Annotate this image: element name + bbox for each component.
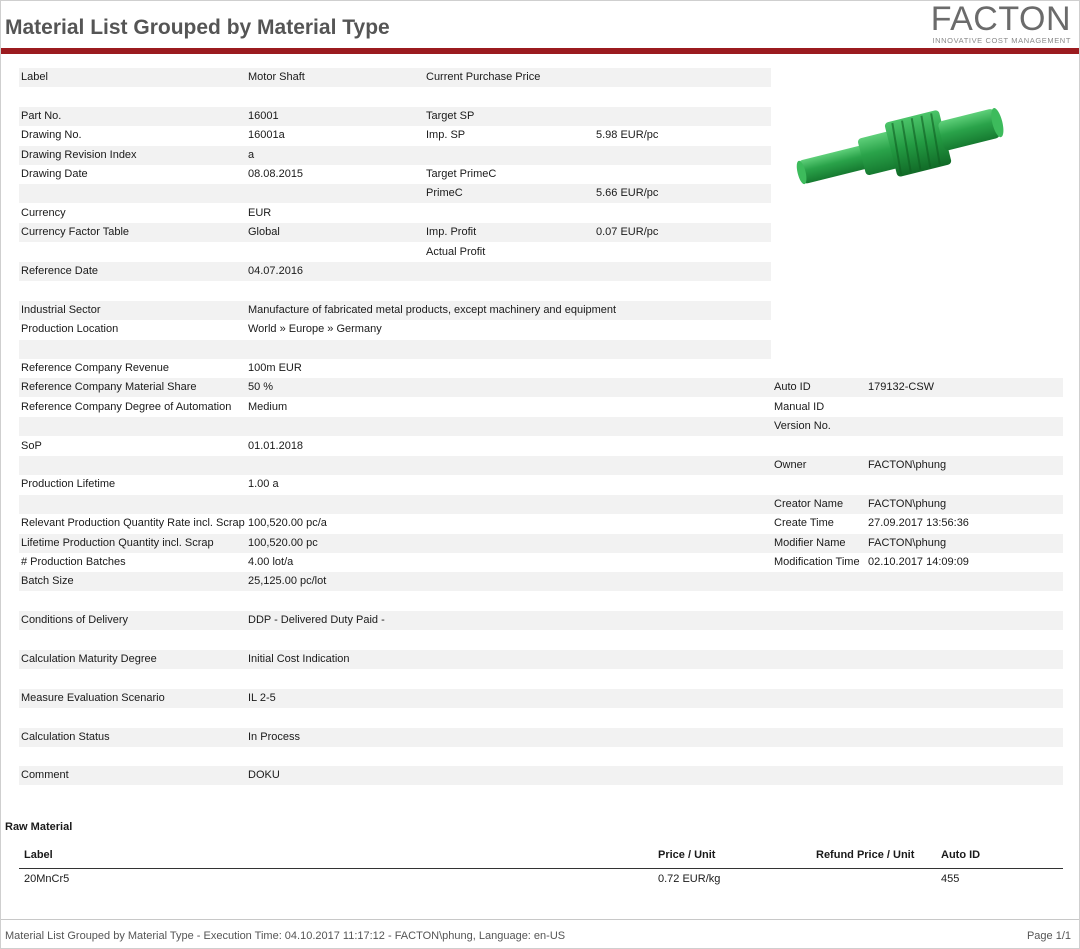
info-cell-c1: Conditions of Delivery [21,614,128,627]
info-cell-c1: Reference Company Revenue [21,362,169,374]
info-cell-c1: Lifetime Production Quantity incl. Scrap [21,536,214,549]
info-cell-c5: Create Time [774,517,834,530]
info-cell-c1: Industrial Sector [21,303,101,316]
info-cell-c2: Motor Shaft [248,71,305,83]
info-cell-c5: Manual ID [774,400,825,413]
info-cell-c5: Modifier Name [774,536,846,549]
info-row [19,165,771,184]
info-cell-c4: 5.66 EUR/pc [596,187,659,200]
column-header-label: Label [24,849,53,861]
info-cell-c2: DOKU [248,769,280,782]
report-title: Material List Grouped by Material Type [5,16,390,39]
info-row [19,437,1063,456]
info-row [19,223,771,242]
info-row [19,689,1063,708]
info-cell-c2: 4.00 lot/a [248,556,294,568]
info-cell-c4: 0.07 EUR/pc [596,226,659,239]
header-rule [1,48,1079,54]
info-row [19,126,771,145]
info-row [19,378,1063,397]
info-cell-c1: Batch Size [21,575,74,588]
info-cell-c2: IL 2-5 [248,691,276,704]
info-row [19,572,1063,591]
material-label: 20MnCr5 [24,873,70,885]
logo-wordmark: FACTON [930,0,1071,38]
footer-page-number: Page 1/1 [1026,930,1071,942]
info-row [19,340,771,359]
info-cell-c1: Reference Date [21,265,99,277]
material-price-unit: 0.72 EUR/kg [658,873,721,885]
column-header-refund-price-unit: Refund Price / Unit [816,849,915,861]
material-auto-id: 455 [941,873,960,885]
info-cell-c6: 02.10.2017 14:09:09 [868,556,969,568]
info-cell-c1: Calculation Status [21,730,110,743]
info-row [19,204,771,223]
info-cell-c1: # Production Batches [21,556,126,568]
info-row [19,708,1063,727]
info-cell-c1: Production Lifetime [21,478,116,491]
info-cell-c2: Medium [248,400,288,413]
info-row [19,456,1063,475]
info-cell-c3: Actual Profit [426,245,486,258]
motor-shaft-part-image [789,95,1017,187]
info-row [19,301,771,320]
info-row [19,611,1063,630]
info-cell-c2: World » Europe » Germany [248,323,382,336]
info-cell-c6: FACTON\phung [868,536,947,549]
info-cell-c1: Production Location [21,323,119,336]
info-cell-c2: 08.08.2015 [248,168,304,180]
info-cell-c6: FACTON\phung [868,459,947,471]
info-cell-c2: 50 % [248,381,274,394]
info-cell-c5: Owner [774,459,807,471]
info-row [19,650,1063,669]
info-row [19,359,1063,378]
info-row [19,766,1063,785]
info-cell-c2: 100m EUR [248,362,302,374]
info-row [19,398,1063,417]
info-cell-c2: Manufacture of fabricated metal products, except machinery and equipment [248,303,617,316]
info-row [19,495,1063,514]
facton-logo [931,1,1071,45]
info-cell-c3: PrimeC [426,187,463,200]
info-row [19,417,1063,436]
info-cell-c1: Comment [21,769,69,782]
info-cell-c2: Initial Cost Indication [248,653,350,665]
info-cell-c2: DDP - Delivered Duty Paid - [248,614,385,627]
info-row [19,534,1063,553]
info-cell-c1: Drawing Revision Index [21,148,137,161]
info-row [19,514,1063,533]
info-row [19,475,1063,494]
info-cell-c5: Modification Time [774,556,860,568]
info-cell-c1: SoP [21,439,42,452]
info-cell-c1: Measure Evaluation Scenario [21,691,165,704]
info-cell-c1: Currency [21,206,66,219]
info-cell-c2: a [248,148,255,161]
info-cell-c2: EUR [248,206,272,219]
info-cell-c5: Auto ID [774,381,811,394]
info-cell-c2: 25,125.00 pc/lot [248,575,327,588]
info-cell-c1: Part No. [21,109,62,122]
info-cell-c6: 27.09.2017 13:56:36 [868,517,969,530]
info-cell-c3: Imp. Profit [426,226,477,239]
info-cell-c6: 179132-CSW [868,381,935,394]
info-cell-c2: 16001a [248,129,285,142]
info-cell-c1: Label [21,71,48,83]
column-header-price-unit: Price / Unit [658,849,716,861]
info-cell-c6: FACTON\phung [868,497,947,510]
info-cell-c1: Drawing Date [21,168,88,180]
info-row [19,728,1063,747]
info-row [19,262,771,281]
info-cell-c3: Imp. SP [426,129,466,142]
info-cell-c3: Target SP [426,109,475,122]
info-row [19,320,771,339]
logo-tagline: INNOVATIVE COST MANAGEMENT [932,36,1071,45]
info-row [19,107,771,126]
info-row [19,747,1063,766]
info-row [19,68,771,87]
info-row [19,631,1063,650]
column-header-auto-id: Auto ID [941,849,981,861]
info-row [19,669,1063,688]
info-cell-c5: Version No. [774,420,831,433]
footer-rule [1,919,1079,920]
footer-execution-info: Material List Grouped by Material Type - Execution Time: 04.10.2017 11:17:12 - FACTON\phung, Language: en-US [5,930,566,942]
info-cell-c1: Reference Company Material Share [21,381,197,394]
info-row [19,553,1063,572]
raw-material-title: Raw Material [5,821,73,833]
info-cell-c1: Currency Factor Table [21,226,130,239]
table-row [19,870,1063,889]
info-cell-c2: Global [248,226,280,239]
info-row [19,592,1063,611]
info-cell-c1: Relevant Production Quantity Rate incl. Scrap [21,517,245,530]
raw-material-header [19,847,1063,869]
info-cell-c2: In Process [248,730,300,743]
info-cell-c4: 5.98 EUR/pc [596,129,659,142]
info-cell-c1: Drawing No. [21,129,82,142]
info-cell-c2: 100,520.00 pc/a [248,517,327,530]
info-cell-c2: 1.00 a [248,478,279,491]
info-cell-c2: 04.07.2016 [248,265,304,277]
info-cell-c1: Reference Company Degree of Automation [21,400,232,413]
info-row [19,243,771,262]
info-cell-c1: Calculation Maturity Degree [21,653,157,665]
info-row [19,281,771,300]
info-cell-c3: Target PrimeC [426,168,497,180]
info-cell-c3: Current Purchase Price [426,71,541,83]
info-cell-c5: Creator Name [774,497,844,510]
info-row [19,146,771,165]
info-cell-c2: 01.01.2018 [248,439,304,452]
info-cell-c2: 16001 [248,109,279,122]
info-cell-c2: 100,520.00 pc [248,536,318,549]
info-row [19,87,771,106]
info-row [19,184,771,203]
